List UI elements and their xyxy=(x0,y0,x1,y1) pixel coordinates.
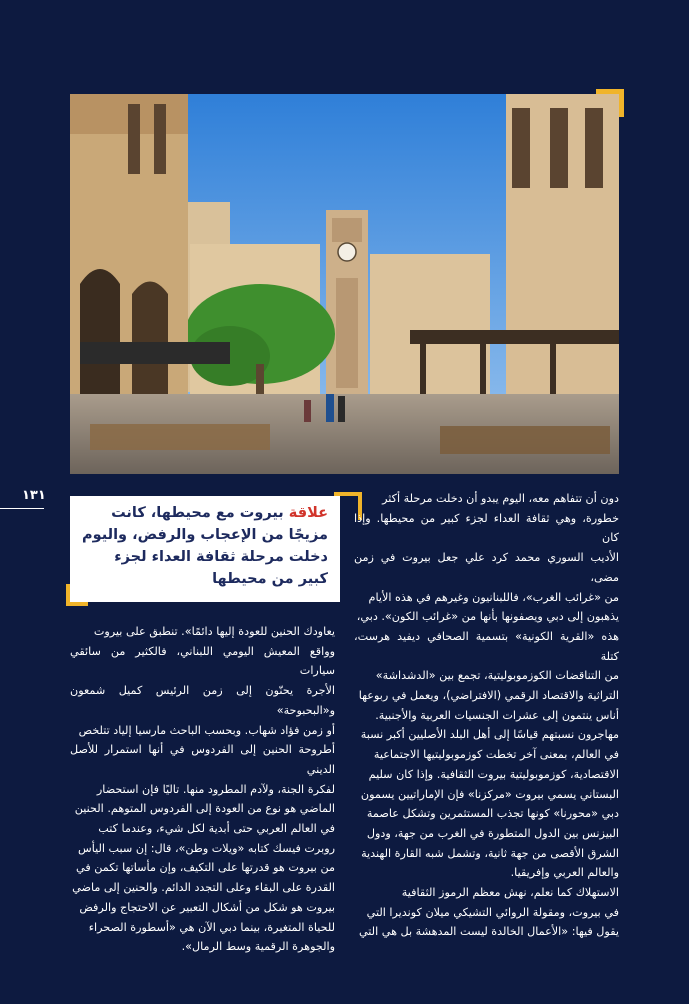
page-number-rule xyxy=(0,508,44,509)
article-column-right: دون أن تتفاهم معه، اليوم يبدو أن دخلت مرحلة أكثر خطورة، وهي ثقافة العداء لجزء كبير من محيطها. وإذا كان الأديب السوري محمد كرد علي جعل بيروت في زمن مضى، من «غرائب الغرب»، فاللبنانيون وغيرهم في هذه الأيام يذهبون إلى دبي ويصفونها بأنها من «غرائب الكون». دبي، هذه «القرية الكونية» بتسمية الصحافي ديفيد هرست، كتلة من التناقضات الكوزموبوليتية، تجمع بين «الدشداشة» التراثية والاقتصاد الرقمي (الافتراضي)، ويعمل في ربوعها أناس ينتمون إلى عشرات الجنسيات العربية والأجنبية. مهاجرون نسبتهم قياسًا إلى أهل البلد الأصليين أكبر نسبة في العالم، بمعنى آخر تخطت كوزموبوليتيها الاجتماعية الاقتصادية، كوزموبوليتية بيروت الثقافية. وإذا كان سليم البستاني يسمي بيروت «مركزنا» فإن الإماراتيين يسمون دبي «محورنا» كونها تجذب المستثمرين وتشكل عاصمة البيزنس بين الدول المتطورة في الغرب من جهة، ودول الشرق الأقصى من جهة ثانية، وتشمل شبه القارة الهندية والعالم العربي وإفريقيا. الاستهلاك كما نعلم، نهش معظم الرموز الثقافية في بيروت، ومقولة الروائي التشيكي ميلان كونديرا التي يقول فيها: «الأعمال الخالدة ليست المدهشة بل هي التي xyxy=(354,492,619,939)
pull-quote-text: بيروت مع محيطها، كانت مزيجًا من الإعجاب والرفض، واليوم دخلت مرحلة ثقافة العداء لجزء كبير من محيطها xyxy=(82,505,328,587)
pull-quote-corner-bottom-vertical xyxy=(66,584,70,606)
pull-quote xyxy=(70,496,340,602)
pull-quote-accent: علاقة xyxy=(288,505,328,521)
beirut-clock-tower-square-photo xyxy=(70,94,619,474)
article-column-left: يعاودك الحنين للعودة إليها دائمًا». تنطبق على بيروت وواقع المعيش اليومي اللبناني، فالكثير من سائقي سيارات الأجرة يحنّون إلى زمن الرئيس كميل شمعون و«البحبوحة» أو زمن فؤاد شهاب. وبحسب الباحث مارسيا إلياد تتلخص أطروحة الحنين إلى الفردوس في أنها استمرار للأصل الديني لفكرة الجنة، ولآدم المطرود منها. تاليًا فإن استحضار الماضي هو نوع من العودة إلى الفردوس المتوهم. الحنين في العالم العربي حتى أبدية لكل شيء، وعندما كتب روبرت فيسك كتابه «ويلات وطن»، قال: إن سبب اليأس من بيروت هو قدرتها على التكيف، وإن مأساتها تكمن في القدرة على البقاء وعلى التجدد الدائم. والحنين إلى ماضي بيروت هو شكل من أشكال التعبير عن الاحتجاج والرفض للحياة المتغيرة، بينما دبي الآن هي «أسطورة الصحراء والجوهرة الرقمية وسط الرمال». xyxy=(70,625,335,954)
page-number: ١٣١ xyxy=(22,488,46,503)
photo-beirut-square xyxy=(70,94,619,474)
corner-accent-top-right-vertical xyxy=(619,89,624,117)
